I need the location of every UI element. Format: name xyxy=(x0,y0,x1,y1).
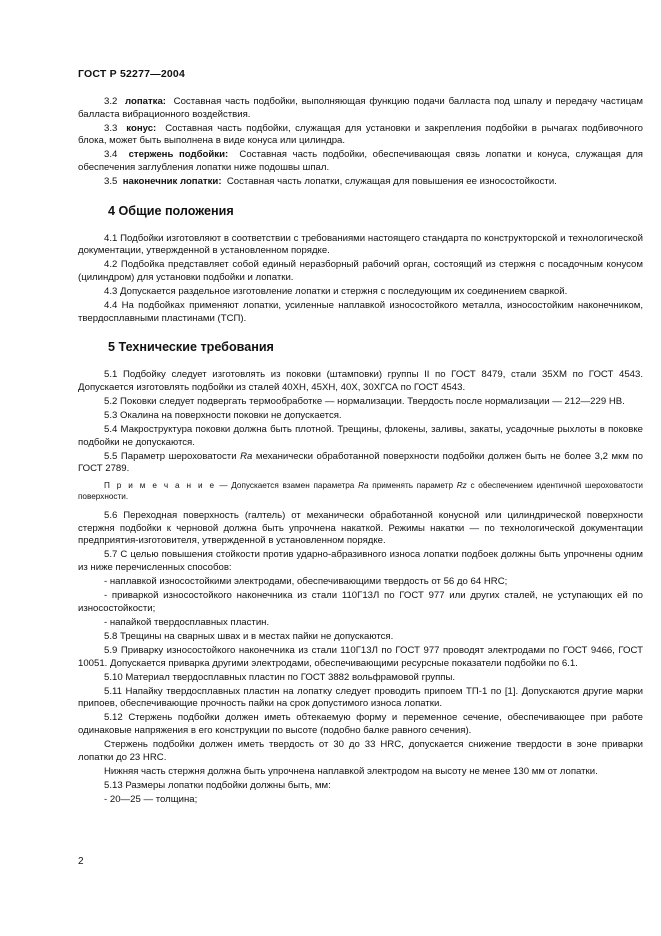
document-body xyxy=(78,96,643,808)
note: П р и м е ч а н и е — Допускается взамен параметра Ra применять параметр Rz с обеспечением идентичной шероховатости поверхности. xyxy=(78,481,643,502)
paragraph: 5.9 Приварку износостойкого наконечника из стали 110Г13Л по ГОСТ 977 проводят электродами по ГОСТ 9466, ГОСТ 10051. Допускается приварка другими электродами, обеспечивающими ресурсные показатели подбойки по 6.1. xyxy=(78,645,643,669)
definition-3-3: 3.3 конус: Составная часть подбойки, служащая для установки и закрепления подбойки в рычагах подбивочного блока, может быть выполнена в виде конуса или цилиндра. xyxy=(78,122,643,147)
term: стержень подбойки: xyxy=(128,149,229,161)
paragraph-5-5: 5.5 Параметр шероховатости Ra механически обработанной поверхности подбойки должен быть не более 3,2 мкм по ГОСТ 2789. xyxy=(78,450,644,475)
paragraph: 5.13 Размеры лопатки подбойки должны быть, мм: xyxy=(104,779,331,791)
paragraph: 5.8 Трещины на сварных швах и в местах пайки не допускаются. xyxy=(104,630,394,642)
list-item: - напайкой твердосплавных пластин. xyxy=(104,616,270,628)
term: конус: xyxy=(126,122,157,134)
term: наконечник лопатки: xyxy=(122,176,222,188)
paragraph: 5.11 Напайку твердосплавных пластин на лопатку следует проводить припоем ТП-1 по [1]. Допускаются другие марки припоев, обеспечивающие прочность пайки на срок допустимого износа лопатки. xyxy=(78,685,643,710)
paragraph: 5.7 С целью повышения стойкости против ударно-абразивного износа лопатки подбоек должны быть упрочнены одним из ниже перечисленных способов: xyxy=(78,549,643,573)
document-header: ГОСТ Р 52277—2004 xyxy=(78,68,186,80)
list-item: - приваркой износостойкого наконечника из стали 110Г13Л по ГОСТ 977 или других сталей, не уступающих ей по износостойкости; xyxy=(78,590,643,614)
paragraph: 4.2 Подбойка представляет собой единый неразборный рабочий орган, состоящий из стержня с посадочным конусом (цилиндром) для установки подбойки и лопатки. xyxy=(78,259,643,283)
paragraph: 5.3 Окалина на поверхности поковки не допускается. xyxy=(104,410,342,422)
paragraph: 4.1 Подбойки изготовляют в соответствии с требованиями настоящего стандарта по конструкторской и технологической документации, утвержденной в установленном порядке. xyxy=(78,232,643,257)
paragraph: 5.12 Стержень подбойки должен иметь обтекаемую форму и переменное сечение, обеспечивающее при работе одинаковые напряжения в его конструкции по высоте (подобно балке равного сечения). xyxy=(78,712,643,737)
paragraph: 5.4 Макроструктура поковки должна быть плотной. Трещины, флокены, заливы, закаты, усадочные рыхлоты в поковке подбойки не допускаются. xyxy=(78,424,643,448)
paragraph: Стержень подбойки должен иметь твердость от 30 до 33 HRC, допускается снижение твердости в зоне приварки лопатки до 23 HRC. xyxy=(78,739,643,763)
definition-3-5: 3.5 наконечник лопатки: Составная часть лопатки, служащая для повышения ее износостойкости. xyxy=(104,176,557,188)
paragraph: 5.6 Переходная поверхность (галтель) от механически обработанной конусной или цилиндрической поверхности стержня подбойки к черновой должна быть упрочнена накаткой. Режимы накатки — по технологической документации предприятия-изготовителя, утвержденной в установленном порядке. xyxy=(78,510,643,547)
paragraph: Нижняя часть стержня должна быть упрочнена наплавкой электродом на высоту не менее 130 мм от лопатки. xyxy=(104,765,598,777)
section-heading-4: 4 Общие положения xyxy=(108,203,234,218)
definition-3-4: 3.4 стержень подбойки: Составная часть подбойки, обеспечивающая связь лопатки и конуса, служащая для обеспечения заглубления лопатки ниже подошвы шпал. xyxy=(78,149,643,173)
paragraph: 5.2 Поковки следует подвергать термообработке — нормализации. Твердость после нормализации — 212—229 НВ. xyxy=(104,396,625,407)
paragraph: 4.3 Допускается раздельное изготовление лопатки и стержня с последующим их соединением сваркой. xyxy=(104,286,568,298)
paragraph: 5.10 Материал твердосплавных пластин по ГОСТ 3882 вольфрамовой группы. xyxy=(104,671,456,683)
note-label: П р и м е ч а н и е xyxy=(104,481,216,491)
section-heading-5: 5 Технические требования xyxy=(108,340,274,355)
term: лопатка: xyxy=(125,96,166,107)
paragraph: 5.1 Подбойку следует изготовлять из поковки (штамповки) группы II по ГОСТ 8479, стали 35ХМ по ГОСТ 4543. Допускается изготовлять подбойки из сталей 40ХН, 45ХН, 40Х, 30ХГСА по ГОСТ 4543. xyxy=(78,369,643,393)
page-number: 2 xyxy=(78,856,84,867)
list-item: - 20—25 — толщина; xyxy=(104,794,198,806)
definition-3-2: 3.2 лопатка: Составная часть подбойки, выполняющая функцию подачи балласта под шпалу и передачу частицам балласта вибрационного воздействия. xyxy=(78,96,643,120)
paragraph: 4.4 На подбойках применяют лопатки, усиленные наплавкой износостойкого металла, износостойким наконечником, твердосплавными пластинами (ТСП). xyxy=(78,300,643,324)
list-item: - наплавкой износостойкими электродами, обеспечивающими твердость от 56 до 64 HRC; xyxy=(104,576,508,588)
